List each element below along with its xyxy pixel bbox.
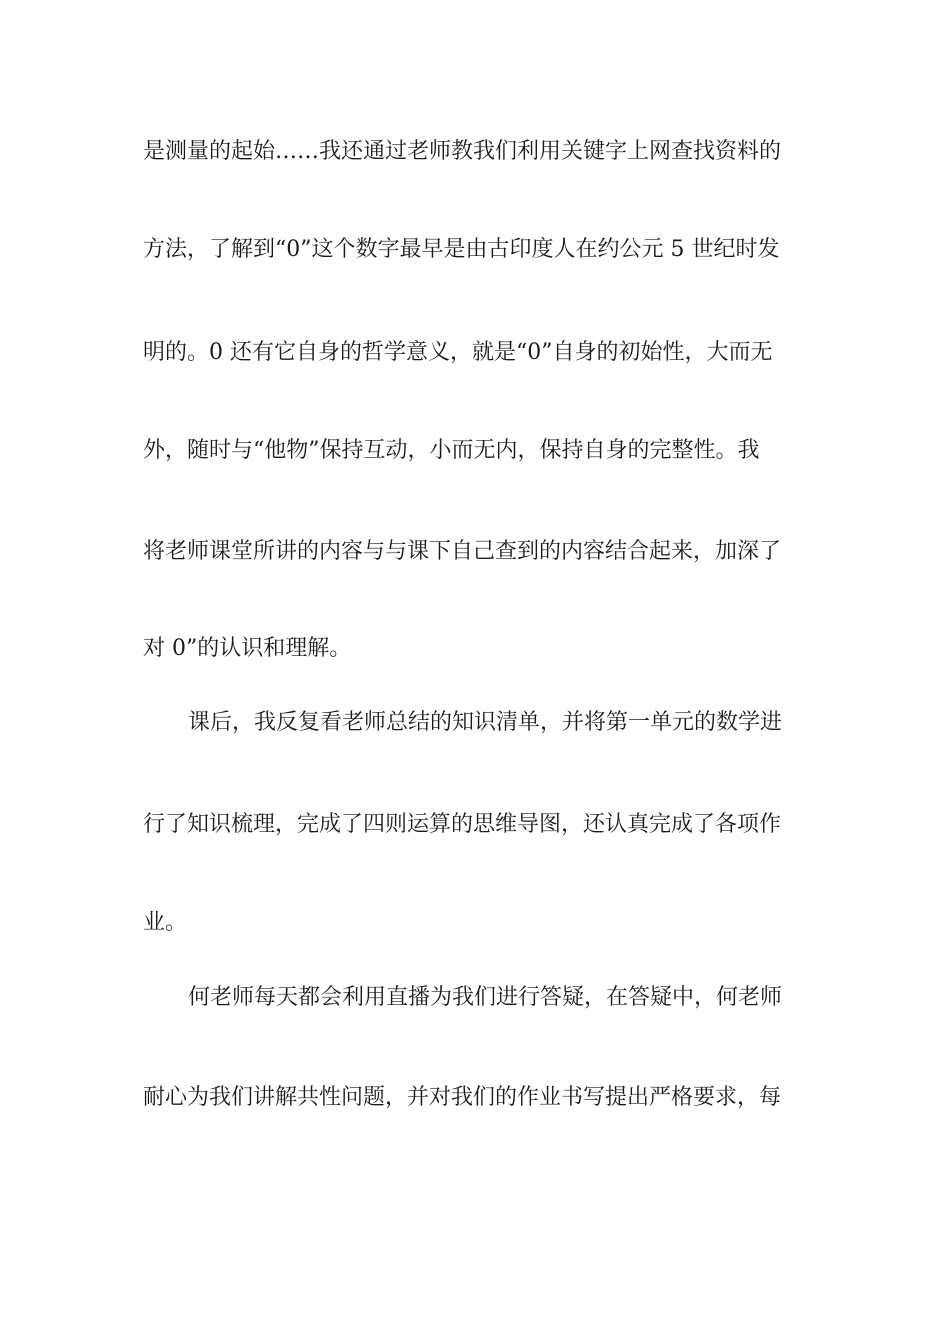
paragraph-line: 方法，了解到“0”这个数字最早是由古印度人在约公元 5 世纪时发 xyxy=(143,237,780,262)
paragraph-line: 对 0”的认识和理解。 xyxy=(143,636,352,661)
paragraph-line: 行了知识梳理，完成了四则运算的思维导图，还认真完成了各项作 xyxy=(143,812,782,837)
paragraph-line: 耐心为我们讲解共性问题，并对我们的作业书写提出严格要求，每 xyxy=(143,1085,782,1110)
paragraph-first-line: 何老师每天都会利用直播为我们进行答疑，在答疑中，何老师 xyxy=(188,985,783,1010)
paragraph-line: 业。 xyxy=(143,910,188,935)
paragraph-line: 是测量的起始……我还通过老师教我们利用关键字上网查找资料的 xyxy=(143,139,782,164)
paragraph-line: 外，随时与“他物”保持互动，小而无内，保持自身的完整性。我 xyxy=(143,438,760,463)
paragraph-first-line: 课后，我反复看老师总结的知识清单，并将第一单元的数学进 xyxy=(188,710,783,735)
paragraph-line: 将老师课堂所讲的内容与与课下自己查到的内容结合起来，加深了 xyxy=(143,539,782,564)
paragraph-line: 明的。0 还有它自身的哲学意义，就是“0”自身的初始性，大而无 xyxy=(143,340,773,365)
